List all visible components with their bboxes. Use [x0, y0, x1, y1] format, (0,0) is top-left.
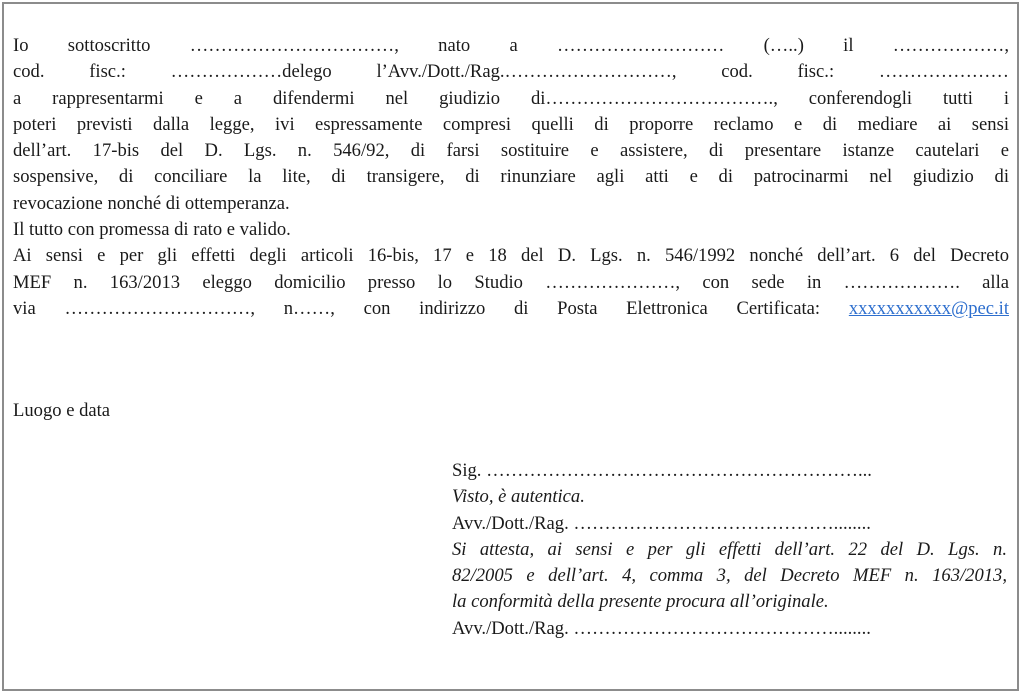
authentication-note: Visto, è autentica. [452, 486, 585, 508]
delegation-line-4: poteri previsti dalla legge, ivi espressamente compresi quelli di proporre reclamo e di mediare ai sensi [13, 113, 1009, 135]
domicile-line-2: MEF n. 163/2013 eleggo domicilio presso lo Studio …………………, con sede in ………………. alla [13, 271, 1009, 293]
lawyer-signature-line-2: Avv./Dott./Rag. ……………………………………........ [452, 617, 871, 639]
domicile-line-1: Ai sensi e per gli effetti degli articoli 16-bis, 17 e 18 del D. Lgs. n. 546/1992 nonché dell’art. 6 del Decreto [13, 245, 1009, 267]
attestation-line-2: 82/2005 e dell’art. 4, comma 3, del Decreto MEF n. 163/2013, [452, 565, 1007, 587]
delegation-line-1: Io sottoscritto ……………………………, nato a ……………………… (…..) il ………………, [13, 35, 1009, 56]
pec-email-link[interactable]: xxxxxxxxxxx@pec.it [848, 297, 1009, 319]
delegation-line-3: a rappresentarmi e a difendermi nel giudizio di………………………………., conferendogli tutti i [13, 87, 1009, 109]
delegation-line-5: dell’art. 17-bis del D. Lgs. n. 546/92, di farsi sostituire e assistere, di presentare istanze cautelari e [13, 140, 1009, 162]
delegation-line-6: sospensive, di conciliare la lite, di transigere, di rinunziare agli atti e di patrocinarmi nel giudizio di [13, 166, 1009, 188]
signature-block [452, 458, 1007, 642]
ratification-paragraph [13, 217, 1009, 243]
delegation-paragraph [13, 33, 1009, 217]
domicile-line-3-text: via …………………………, n……, con indirizzo di Posta Elettronica Certificata: [13, 297, 849, 319]
signer-line: Sig. ……………………………………………………... [452, 460, 872, 481]
power-of-attorney-body [13, 33, 1009, 322]
delegation-line-7: revocazione nonché di ottemperanza. [13, 192, 290, 214]
place-and-date-label: Luogo e data [13, 400, 111, 421]
domicile-line-3 [13, 296, 1009, 322]
ratification-line: Il tutto con promessa di rato e valido. [13, 219, 291, 241]
attestation-line-1: Si attesta, ai sensi e per gli effetti dell’art. 22 del D. Lgs. n. [452, 538, 1007, 560]
lawyer-signature-line-1: Avv./Dott./Rag. ……………………………………........ [452, 512, 871, 534]
delegation-line-2: cod. fisc.: ………………delego l’Avv./Dott./Rag.………………………, cod. fisc.: ………………… [13, 61, 1009, 83]
domicile-paragraph [13, 243, 1009, 322]
attestation-line-3: la conformità della presente procura all’originale. [452, 591, 829, 613]
